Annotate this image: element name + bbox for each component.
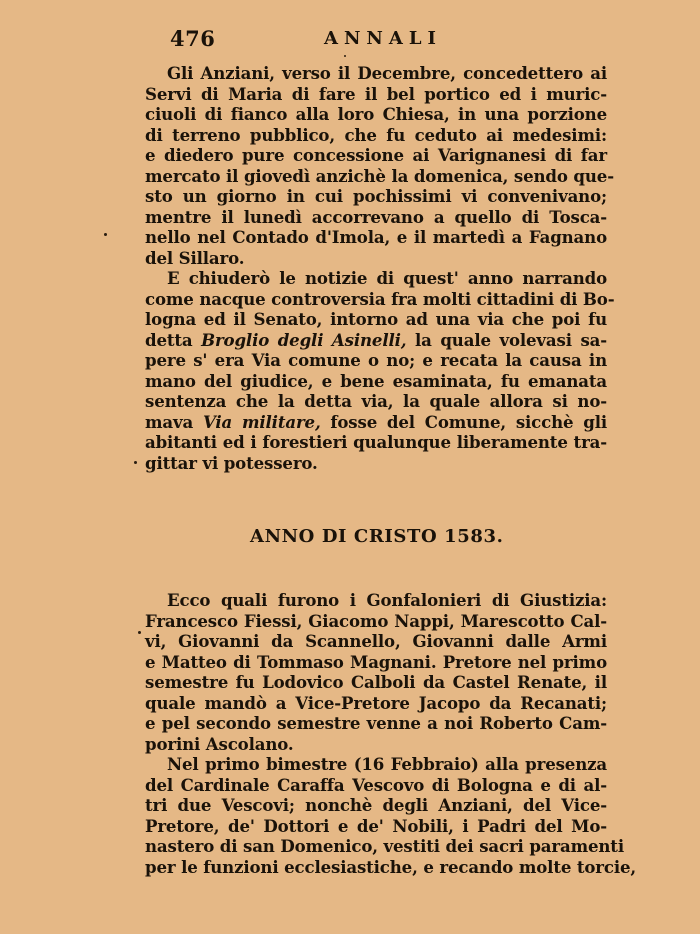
- line-text: di terreno pubblico, che fu ceduto ai medesimi:: [145, 124, 607, 145]
- line-text: Ecco quali furono i Gonfalonieri di Giustizia:: [167, 590, 607, 610]
- line-text: per le funzioni ecclesiastiche, e recando molte torcie,: [145, 856, 637, 877]
- line-text: pere s' era Via comune o no; e recata la causa in: [145, 350, 607, 370]
- line-text: e pel secondo semestre venne a noi Roberto Cam-: [145, 713, 607, 733]
- line-text: nello nel Contado d'Imola, e il martedì a Fagnano: [145, 227, 607, 247]
- line-text: del Sillaro.: [145, 247, 245, 268]
- italic-phrase: Broglio degli Asinelli,: [201, 329, 407, 350]
- text-block-bottom: [145, 590, 637, 877]
- text-line: [145, 165, 614, 187]
- line-text: e diedero pure concessione ai Varignanesi di far: [145, 145, 607, 165]
- line-text: e Matteo di Tommaso Magnani. Pretore nel primo: [145, 651, 607, 672]
- text-line: [145, 63, 607, 84]
- text-line: [145, 693, 607, 714]
- text-line: [145, 309, 607, 330]
- text-line: [145, 795, 607, 816]
- line-text: mercato il giovedì anzichè la domenica, sendo que-: [145, 165, 614, 186]
- text-line: [145, 734, 607, 755]
- line-text: mano del giudice, e bene esaminata, fu emanata: [145, 370, 607, 391]
- italic-phrase: Via militare,: [202, 411, 321, 432]
- text-line: [145, 371, 607, 392]
- text-line: [145, 754, 607, 775]
- line-text: ciuoli di fianco alla loro Chiesa, in una porzione: [145, 104, 607, 124]
- text-line: [145, 856, 637, 878]
- line-text: logna ed il Senato, intorno ad una via che poi fu: [145, 309, 607, 329]
- text-line: [145, 186, 607, 207]
- text-line: [145, 590, 607, 611]
- text-line: [145, 775, 607, 796]
- text-line: [145, 125, 607, 146]
- line-text: mava: [145, 411, 203, 432]
- line-text: fosse del Comune, sicchè gli: [320, 411, 607, 432]
- scan-speck: [344, 55, 346, 57]
- running-title: ANNALI: [324, 28, 442, 49]
- line-text: Gli Anziani, verso il Decembre, concedettero ai: [167, 63, 607, 83]
- scan-speck: [134, 461, 137, 464]
- text-line: [145, 104, 607, 125]
- line-text: Servi di Maria di fare il bel portico ed i muric-: [145, 83, 607, 104]
- text-line: [145, 145, 607, 166]
- line-text: vi, Giovanni da Scannello, Giovanni dalle Armi: [145, 631, 607, 651]
- text-line: [145, 836, 624, 857]
- text-line: [145, 288, 615, 310]
- scan-speck: [138, 631, 141, 634]
- line-text: Francesco Fiessi, Giacomo Nappi, Marescotto Cal-: [145, 610, 607, 631]
- text-line: [145, 330, 607, 351]
- text-line: [145, 350, 607, 371]
- line-text: E chiuderò le notizie di quest' anno narrando: [167, 268, 607, 288]
- line-text: quale mandò a Vice-Pretore Jacopo da Recanati;: [145, 692, 607, 713]
- text-line: [145, 713, 607, 734]
- line-text: Pretore, de' Dottori e de' Nobili, i Padri del Mo-: [145, 815, 607, 836]
- line-text: mentre il lunedì accorrevano a quello di Tosca-: [145, 206, 607, 227]
- line-text: nastero di san Domenico, vestiti dei sacri paramenti: [145, 836, 624, 856]
- text-line: [145, 412, 607, 433]
- line-text: gittar vi potessero.: [145, 452, 318, 473]
- line-text: come nacque controversia fra molti cittadini di Bo-: [145, 288, 615, 309]
- text-line: [145, 611, 607, 632]
- text-line: [145, 672, 607, 693]
- line-text: sentenza che la detta via, la quale allora si no-: [145, 391, 607, 411]
- text-line: [145, 84, 607, 105]
- paragraph: [145, 590, 607, 754]
- text-line: [145, 816, 607, 837]
- text-line: [145, 227, 607, 248]
- text-line: [145, 391, 607, 412]
- section-heading: ANNO DI CRISTO 1583.: [250, 526, 504, 547]
- line-text: porini Ascolano.: [145, 733, 294, 754]
- scan-speck: [104, 233, 107, 236]
- text-block-top: [145, 63, 615, 473]
- text-line: [145, 268, 607, 289]
- line-text: abitanti ed i forestieri qualunque liberamente tra-: [145, 432, 607, 452]
- text-line: [145, 248, 607, 269]
- paragraph: [145, 63, 614, 268]
- running-head: [170, 26, 610, 54]
- line-text: detta: [145, 329, 202, 350]
- text-line: [145, 207, 607, 228]
- line-text: la quale volevasi sa-: [406, 329, 607, 350]
- line-text: del Cardinale Caraffa Vescovo di Bologna e di al-: [145, 774, 607, 795]
- line-text: semestre fu Lodovico Calboli da Castel Renate, il: [145, 672, 607, 692]
- page-number: 476: [170, 26, 216, 51]
- paragraph: [145, 754, 637, 877]
- text-line: [145, 453, 607, 474]
- line-text: sto un giorno in cui pochissimi vi convenivano;: [145, 186, 607, 206]
- line-text: Nel primo bimestre (16 Febbraio) alla presenza: [167, 754, 607, 774]
- text-line: [145, 432, 607, 453]
- line-text: tri due Vescovi; nonchè degli Anziani, del Vice-: [145, 795, 607, 815]
- paragraph: [145, 268, 615, 473]
- text-line: [145, 631, 607, 652]
- text-line: [145, 652, 607, 673]
